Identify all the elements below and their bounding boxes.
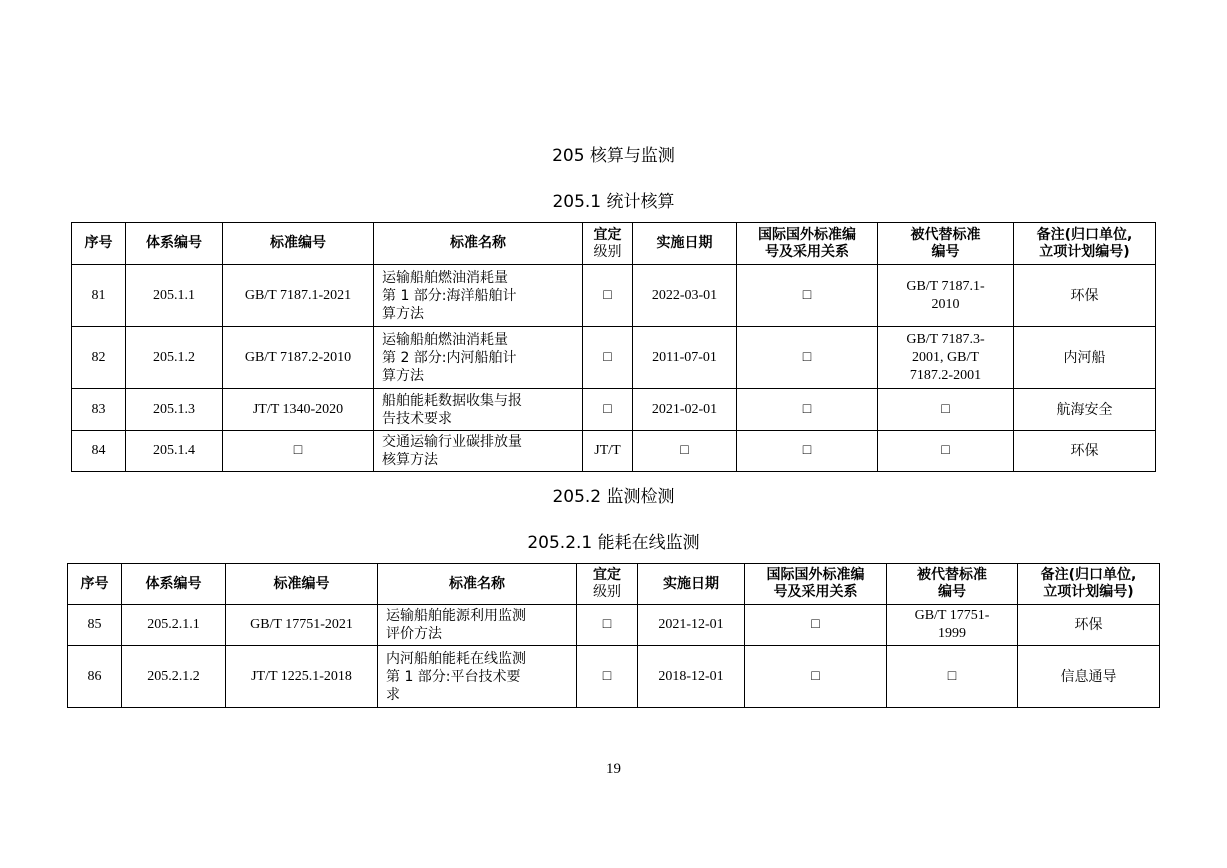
cell-remark: 环保 (1018, 605, 1160, 646)
cell-level: □ (583, 327, 633, 389)
cell-replaced: □ (878, 389, 1014, 431)
page-number: 19 (606, 761, 621, 777)
header-seq: 序号 (68, 564, 122, 605)
table-row (68, 605, 1160, 646)
cell-sys-code: 205.2.1.2 (122, 646, 226, 708)
cell-sys-code: 205.1.3 (126, 389, 223, 431)
cell-intl: □ (737, 431, 878, 472)
cell-std-code: JT/T 1340-2020 (223, 389, 374, 431)
cell-seq: 81 (72, 265, 126, 327)
cell-intl: □ (737, 389, 878, 431)
cell-std-code: □ (223, 431, 374, 472)
cell-intl: □ (737, 327, 878, 389)
header-impl-date: 实施日期 (633, 223, 737, 265)
cell-std-name: 船舶能耗数据收集与报 告技术要求 (374, 389, 583, 431)
cell-impl-date: □ (633, 431, 737, 472)
cell-seq: 83 (72, 389, 126, 431)
cell-replaced: GB/T 7187.3- 2001, GB/T 7187.2-2001 (878, 327, 1014, 389)
header-intl: 国际国外标准编 号及采用关系 (745, 564, 887, 605)
table-row (72, 431, 1156, 472)
cell-level: JT/T (583, 431, 633, 472)
cell-remark: 航海安全 (1014, 389, 1156, 431)
cell-level: □ (577, 605, 638, 646)
header-replaced: 被代替标准 编号 (878, 223, 1014, 265)
cell-std-name: 运输船舶能源利用监测 评价方法 (378, 605, 577, 646)
header-sys-code: 体系编号 (126, 223, 223, 265)
table-row (72, 389, 1156, 431)
cell-std-code: GB/T 17751-2021 (226, 605, 378, 646)
header-std-code: 标准编号 (226, 564, 378, 605)
section-title: 205 核算与监测 (552, 146, 675, 166)
header-impl-date: 实施日期 (638, 564, 745, 605)
cell-std-name: 交通运输行业碳排放量 核算方法 (374, 431, 583, 472)
cell-intl: □ (737, 265, 878, 327)
cell-std-code: GB/T 7187.1-2021 (223, 265, 374, 327)
table-row (72, 327, 1156, 389)
subsection-title-online-monitoring: 205.2.1 能耗在线监测 (527, 533, 700, 553)
table-row (72, 265, 1156, 327)
cell-remark: 信息通导 (1018, 646, 1160, 708)
header-level: 宜定 级别 (583, 223, 633, 265)
cell-std-code: JT/T 1225.1-2018 (226, 646, 378, 708)
cell-level: □ (583, 389, 633, 431)
cell-sys-code: 205.2.1.1 (122, 605, 226, 646)
cell-sys-code: 205.1.1 (126, 265, 223, 327)
cell-impl-date: 2021-12-01 (638, 605, 745, 646)
header-std-code: 标准编号 (223, 223, 374, 265)
header-intl: 国际国外标准编 号及采用关系 (737, 223, 878, 265)
header-replaced: 被代替标准 编号 (887, 564, 1018, 605)
cell-replaced: □ (887, 646, 1018, 708)
cell-replaced: GB/T 7187.1- 2010 (878, 265, 1014, 327)
cell-level: □ (577, 646, 638, 708)
table-row (68, 646, 1160, 708)
cell-impl-date: 2021-02-01 (633, 389, 737, 431)
standards-table-online-monitoring (67, 563, 1160, 708)
subsection-title-statistics: 205.1 统计核算 (552, 192, 675, 212)
cell-intl: □ (745, 605, 887, 646)
cell-seq: 82 (72, 327, 126, 389)
cell-remark: 内河船 (1014, 327, 1156, 389)
header-level: 宜定 级别 (577, 564, 638, 605)
cell-remark: 环保 (1014, 265, 1156, 327)
cell-sys-code: 205.1.4 (126, 431, 223, 472)
cell-seq: 86 (68, 646, 122, 708)
header-std-name: 标准名称 (378, 564, 577, 605)
cell-level: □ (583, 265, 633, 327)
cell-sys-code: 205.1.2 (126, 327, 223, 389)
cell-std-code: GB/T 7187.2-2010 (223, 327, 374, 389)
cell-impl-date: 2022-03-01 (633, 265, 737, 327)
header-remark: 备注(归口单位, 立项计划编号) (1018, 564, 1160, 605)
cell-std-name: 运输船舶燃油消耗量 第 1 部分:海洋船舶计 算方法 (374, 265, 583, 327)
table-header-row (72, 223, 1156, 265)
cell-remark: 环保 (1014, 431, 1156, 472)
cell-seq: 84 (72, 431, 126, 472)
subsection-title-monitoring: 205.2 监测检测 (552, 487, 675, 507)
cell-std-name: 运输船舶燃油消耗量 第 2 部分:内河船舶计 算方法 (374, 327, 583, 389)
cell-std-name: 内河船舶能耗在线监测 第 1 部分:平台技术要 求 (378, 646, 577, 708)
cell-replaced: □ (878, 431, 1014, 472)
table-header-row (68, 564, 1160, 605)
header-seq: 序号 (72, 223, 126, 265)
header-remark: 备注(归口单位, 立项计划编号) (1014, 223, 1156, 265)
standards-table-statistics (71, 222, 1156, 472)
cell-replaced: GB/T 17751- 1999 (887, 605, 1018, 646)
cell-impl-date: 2011-07-01 (633, 327, 737, 389)
cell-impl-date: 2018-12-01 (638, 646, 745, 708)
header-sys-code: 体系编号 (122, 564, 226, 605)
cell-intl: □ (745, 646, 887, 708)
header-std-name: 标准名称 (374, 223, 583, 265)
cell-seq: 85 (68, 605, 122, 646)
